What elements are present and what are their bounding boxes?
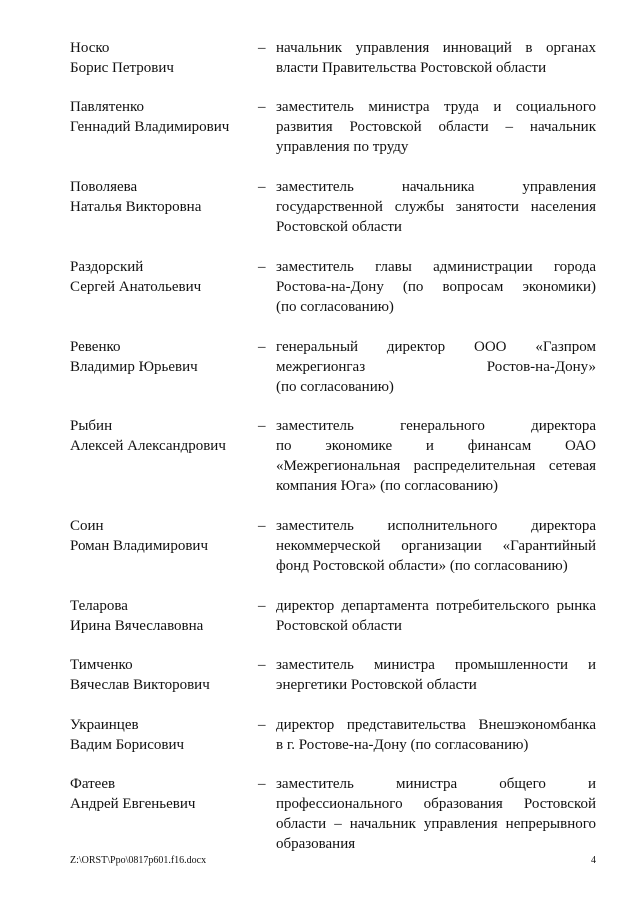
member-name xyxy=(70,715,260,755)
position-line: государственной службы занятости населения xyxy=(276,199,596,215)
separator-dash: – xyxy=(258,418,266,434)
position-line: «Межрегиональная распределительная сетевая xyxy=(276,458,596,474)
member-name xyxy=(70,416,260,456)
position-line: Ростова-на-Дону (по вопросам экономики) xyxy=(276,279,596,295)
position-line: заместитель главы администрации города xyxy=(276,259,596,275)
member-given-names: Вадим Борисович xyxy=(70,737,185,753)
position-line: генеральный директор ООО «Газпром xyxy=(276,339,596,355)
position-line: заместитель генерального директора xyxy=(276,418,596,434)
member-given-names: Борис Петрович xyxy=(70,60,174,76)
member-position xyxy=(276,97,596,157)
footer-file-path: Z:\ORST\Ppo\0817p601.f16.docx xyxy=(70,855,207,866)
separator-dash: – xyxy=(258,518,266,534)
member-given-names: Роман Владимирович xyxy=(70,538,208,554)
member-name xyxy=(70,655,260,695)
position-line: управления по труду xyxy=(276,139,409,155)
member-position xyxy=(276,596,596,636)
member-given-names: Наталья Викторовна xyxy=(70,199,202,215)
member-position xyxy=(276,257,596,317)
member-name xyxy=(70,516,260,556)
position-line: заместитель начальника управления xyxy=(276,179,596,195)
position-line: по экономике и финансам ОАО xyxy=(276,438,596,454)
member-surname: Рыбин xyxy=(70,418,113,434)
position-line: заместитель исполнительного директора xyxy=(276,518,596,534)
member-surname: Раздорский xyxy=(70,259,144,275)
separator-dash: – xyxy=(258,179,266,195)
separator-dash: – xyxy=(258,776,266,792)
member-position xyxy=(276,516,596,576)
position-line: энергетики Ростовской области xyxy=(276,677,477,693)
member-name xyxy=(70,596,260,636)
member-surname: Поволяева xyxy=(70,179,138,195)
member-name xyxy=(70,337,260,377)
position-line: начальник управления инноваций в органах xyxy=(276,40,596,56)
member-surname: Ревенко xyxy=(70,339,121,355)
position-line: некоммерческой организации «Гарантийный xyxy=(276,538,596,554)
member-name xyxy=(70,257,260,297)
member-name xyxy=(70,97,260,137)
position-line: (по согласованию) xyxy=(276,299,394,315)
position-line: власти Правительства Ростовской области xyxy=(276,60,547,76)
position-line: компания Юга» (по согласованию) xyxy=(276,478,499,494)
member-surname: Украинцев xyxy=(70,717,139,733)
position-line: области – начальник управления непрерывного xyxy=(276,816,596,832)
separator-dash: – xyxy=(258,657,266,673)
separator-dash: – xyxy=(258,40,266,56)
member-name xyxy=(70,177,260,217)
separator-dash: – xyxy=(258,259,266,275)
position-line: в г. Ростове-на-Дону (по согласованию) xyxy=(276,737,529,753)
member-given-names: Ирина Вячеславовна xyxy=(70,618,204,634)
member-position xyxy=(276,715,596,755)
member-surname: Тимченко xyxy=(70,657,133,673)
position-line: межрегионгаз Ростов-на-Дону» xyxy=(276,359,596,375)
separator-dash: – xyxy=(258,598,266,614)
position-line: Ростовской области xyxy=(276,219,402,235)
position-line: (по согласованию) xyxy=(276,379,394,395)
member-given-names: Андрей Евгеньевич xyxy=(70,796,196,812)
member-position xyxy=(276,774,596,854)
member-surname: Соин xyxy=(70,518,104,534)
member-position xyxy=(276,655,596,695)
member-position xyxy=(276,416,596,496)
member-given-names: Геннадий Владимирович xyxy=(70,119,230,135)
member-name xyxy=(70,38,260,78)
member-position xyxy=(276,337,596,397)
position-line: образования xyxy=(276,836,356,852)
separator-dash: – xyxy=(258,99,266,115)
position-line: развития Ростовской области – начальник xyxy=(276,119,596,135)
member-given-names: Алексей Александрович xyxy=(70,438,226,454)
member-given-names: Владимир Юрьевич xyxy=(70,359,198,375)
member-position xyxy=(276,177,596,237)
position-line: профессионального образования Ростовской xyxy=(276,796,596,812)
member-surname: Павлятенко xyxy=(70,99,145,115)
position-line: директор представительства Внешэкономбанка xyxy=(276,717,596,733)
member-position xyxy=(276,38,596,78)
member-surname: Носко xyxy=(70,40,110,56)
position-line: фонд Ростовской области» (по согласованию) xyxy=(276,558,568,574)
member-surname: Теларова xyxy=(70,598,128,614)
position-line: заместитель министра промышленности и xyxy=(276,657,596,673)
position-line: заместитель министра труда и социального xyxy=(276,99,596,115)
position-line: директор департамента потребительского рынка xyxy=(276,598,596,614)
position-line: Ростовской области xyxy=(276,618,402,634)
separator-dash: – xyxy=(258,339,266,355)
member-given-names: Вячеслав Викторович xyxy=(70,677,210,693)
position-line: заместитель министра общего и xyxy=(276,776,596,792)
separator-dash: – xyxy=(258,717,266,733)
member-given-names: Сергей Анатольевич xyxy=(70,279,202,295)
page-number: 4 xyxy=(591,855,596,866)
member-surname: Фатеев xyxy=(70,776,116,792)
member-name xyxy=(70,774,260,814)
